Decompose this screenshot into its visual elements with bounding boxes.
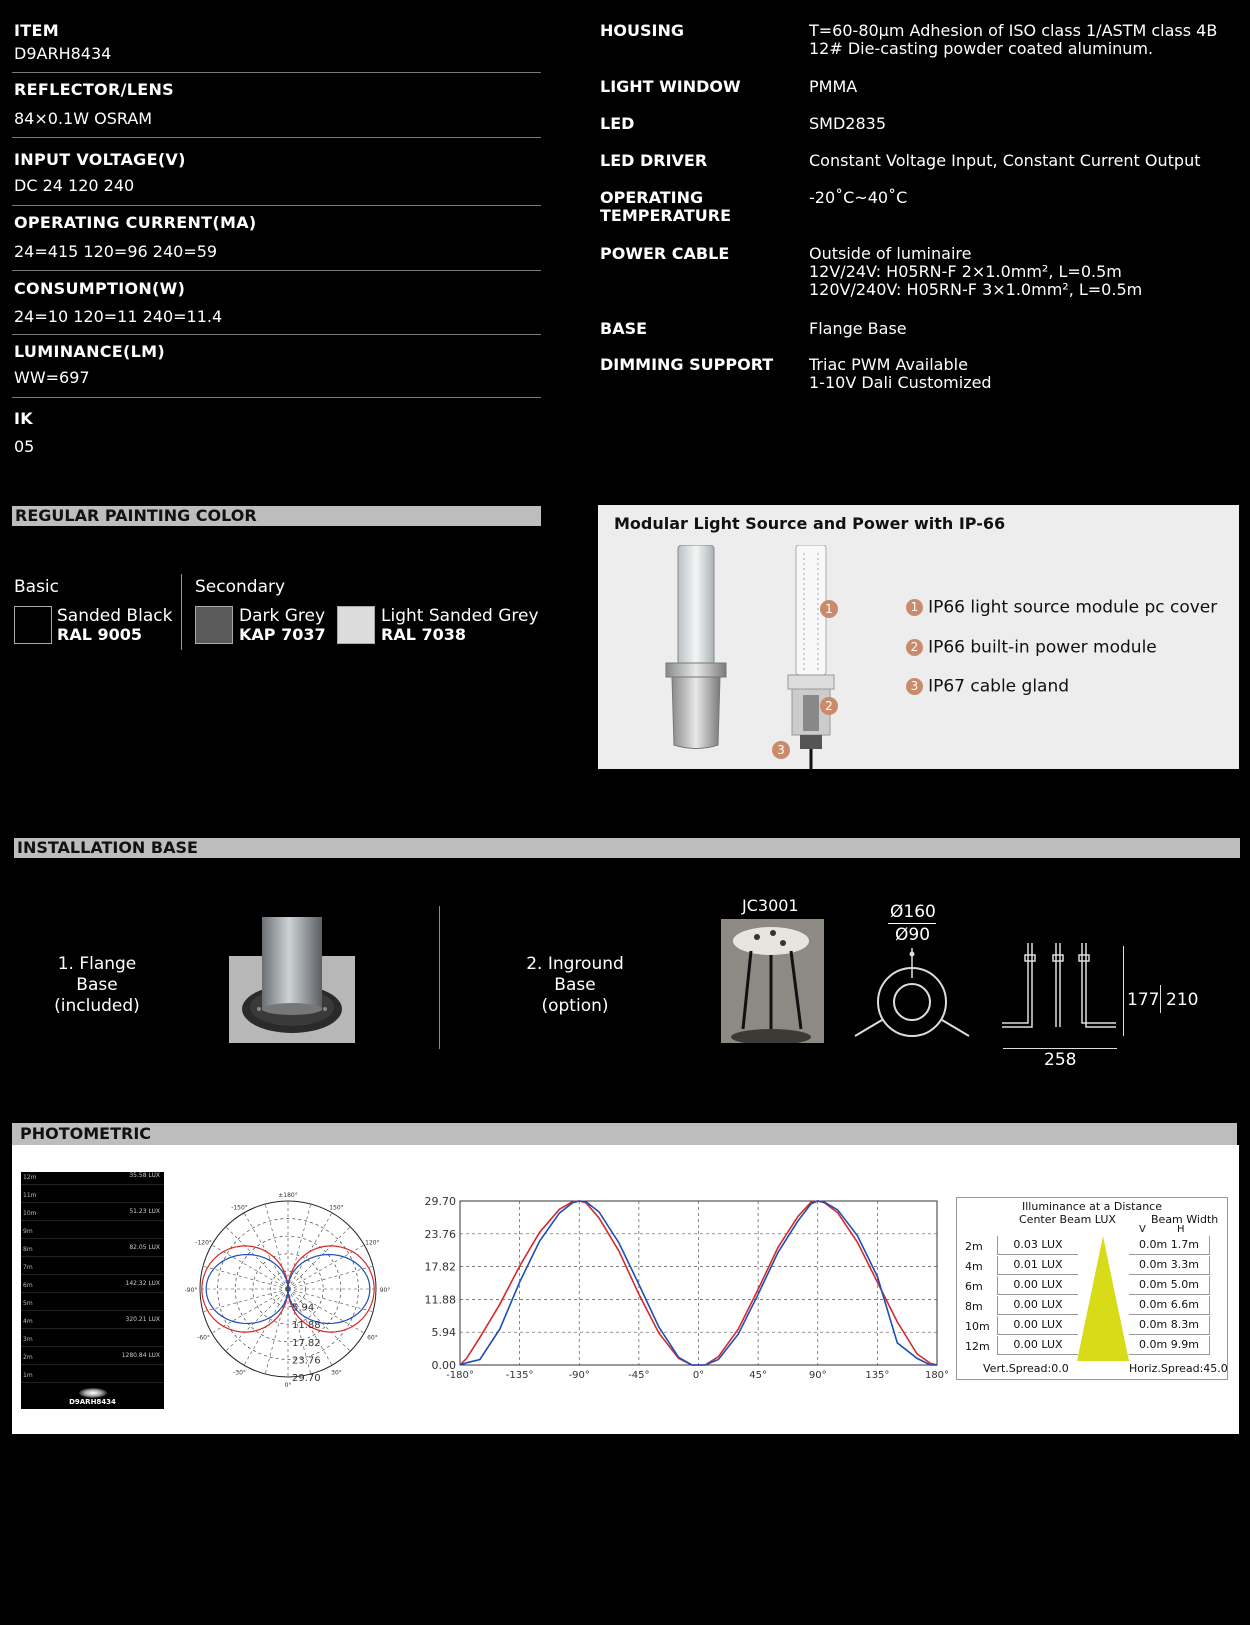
polar-tick-label: 17.82 (292, 1337, 321, 1349)
spec-label-luminance: LUMINANCE(LM) (14, 342, 165, 361)
painting-color-header: REGULAR PAINTING COLOR (12, 506, 541, 526)
spec-value-reflector: 84×0.1W OSRAM (14, 109, 153, 128)
flange-base-label-1: 1. Flange Base (57, 954, 137, 995)
distance-gridline (21, 1292, 164, 1293)
modular-item-text-2: IP66 built-in power module (928, 637, 1157, 658)
modular-item-1 (906, 597, 1217, 618)
spec-label-operating-current: OPERATING CURRENT(MA) (14, 213, 257, 232)
spec-value-dimming-2: 1-10V Dali Customized (809, 373, 992, 392)
illum-beam-width: 0.0m 5.0m (1129, 1276, 1210, 1295)
polar-angle-label: 120° (365, 1239, 380, 1247)
divider (12, 72, 541, 73)
distance-label: 7m (23, 1264, 33, 1271)
width-dimension: 258 (1044, 1050, 1077, 1070)
illum-beam-width: 0.0m 3.3m (1129, 1256, 1210, 1275)
illum-distance: 10m (965, 1320, 990, 1333)
illum-lux: 0.01 LUX (997, 1256, 1078, 1275)
secondary-label: Secondary (195, 577, 286, 597)
marker-3: 3 (772, 741, 790, 759)
spec-label-dimming: DIMMING SUPPORT (600, 355, 774, 374)
beam-width-header: Beam Width (1151, 1213, 1219, 1226)
center-beam-header: Center Beam LUX (1019, 1213, 1116, 1226)
spec-label-consumption: CONSUMPTION(W) (14, 279, 186, 298)
illum-lux: 0.00 LUX (997, 1316, 1078, 1335)
spec-value-luminance: WW=697 (14, 368, 90, 387)
dimension-line (1003, 1048, 1117, 1049)
polar-tick-label: 23.76 (292, 1355, 321, 1367)
distance-label: 10m (23, 1210, 37, 1217)
modular-item-text-3: IP67 cable gland (928, 676, 1070, 697)
y-tick-label: 23.76 (424, 1227, 456, 1241)
polar-angle-label: -60° (197, 1334, 211, 1342)
illum-distance: 6m (965, 1280, 983, 1293)
polar-angle-label: 60° (367, 1334, 378, 1342)
light-spot (79, 1388, 107, 1398)
spec-value-item: D9ARH8434 (14, 44, 112, 63)
x-tick-label: -45° (628, 1370, 650, 1381)
illum-beam-width: 0.0m 6.6m (1129, 1296, 1210, 1315)
illum-distance: 12m (965, 1340, 990, 1353)
photometric-header: PHOTOMETRIC (12, 1123, 1237, 1145)
swatch-name-dark-grey: Dark Grey (239, 606, 326, 626)
spec-label-led: LED (600, 114, 635, 133)
polar-angle-label: -90° (184, 1287, 198, 1294)
polar-angle-label: ±180° (278, 1192, 298, 1199)
swatch-code-light-sanded-grey: RAL 7038 (381, 625, 466, 644)
distance-label: 9m (23, 1228, 33, 1235)
spec-label-reflector: REFLECTOR/LENS (14, 80, 174, 99)
distance-gridline (21, 1256, 164, 1257)
marker-1: 1 (820, 600, 838, 618)
polar-tick-label: 11.88 (292, 1320, 321, 1332)
polar-diagram (178, 1185, 398, 1393)
modular-title: Modular Light Source and Power with IP-66 (614, 514, 1006, 533)
swatch-light-sanded-grey (337, 606, 375, 644)
inground-base-photo (721, 919, 824, 1043)
distance-label: 6m (23, 1282, 33, 1289)
swatch-code-sanded-black: RAL 9005 (57, 625, 142, 644)
distance-lux-label: 142.32 LUX (125, 1280, 160, 1287)
y-tick-label: 0.00 (431, 1359, 456, 1372)
spec-label-ik: IK (14, 409, 33, 428)
illum-beam-width: 0.0m 9.9m (1129, 1336, 1210, 1355)
x-tick-label: 180° (924, 1370, 950, 1381)
polar-angle-label: 150° (329, 1204, 344, 1212)
distance-label: 12m (23, 1174, 37, 1181)
divider (1160, 985, 1161, 1013)
diameter-inner: Ø90 (895, 925, 931, 945)
swatch-name-sanded-black: Sanded Black (57, 606, 173, 626)
distance-lux-label: 51.23 LUX (129, 1208, 160, 1215)
y-tick-label: 17.82 (424, 1260, 456, 1274)
flange-base-label-2: (included) (54, 996, 140, 1016)
distance-gridline (21, 1274, 164, 1275)
illum-distance: 8m (965, 1300, 983, 1313)
x-tick-label: 135° (865, 1370, 890, 1381)
dimension-line (1123, 946, 1124, 1036)
spec-value-led-driver: Constant Voltage Input, Constant Current Output (809, 151, 1201, 170)
beam-cone (1077, 1236, 1129, 1361)
illum-lux: 0.00 LUX (997, 1336, 1078, 1355)
horiz-spread: Horiz.Spread:45.0 (1129, 1362, 1228, 1375)
spec-label-temperature: TEMPERATURE (600, 206, 732, 225)
x-tick-label: 90° (808, 1370, 827, 1381)
vert-spread: Vert.Spread:0.0 (983, 1362, 1069, 1375)
swatch-sanded-black (14, 606, 52, 644)
polar-angle-label: 90° (379, 1287, 391, 1294)
spec-value-power-cable: Outside of luminaire (809, 244, 972, 263)
diameter-outer: Ø160 (890, 902, 936, 922)
spec-value-ik: 05 (14, 437, 35, 456)
inground-base-label-2: (option) (541, 996, 609, 1016)
beam-v-header: V (1139, 1224, 1146, 1235)
marker-2: 2 (820, 697, 838, 715)
swatch-name-light-sanded-grey: Light Sanded Grey (381, 606, 539, 626)
distance-label: 4m (23, 1318, 33, 1325)
distance-lux-label: 35.58 LUX (129, 1172, 160, 1179)
spec-value-base: Flange Base (809, 319, 907, 338)
spec-label-power-cable: POWER CABLE (600, 244, 730, 263)
inground-base-label-1: 2. Inground Base (526, 954, 624, 995)
spec-label-item: ITEM (14, 21, 59, 40)
inground-top-view-drawing (850, 948, 975, 1048)
illum-beam-width: 0.0m 1.7m (1129, 1236, 1210, 1255)
inground-model: JC3001 (742, 896, 799, 915)
polar-tick-label: 29.70 (292, 1373, 321, 1384)
swatch-dark-grey (195, 606, 233, 644)
inground-base-label (505, 954, 645, 1017)
illuminance-title: Illuminance at a Distance (1022, 1200, 1162, 1213)
divider (12, 334, 541, 335)
spec-label-light-window: LIGHT WINDOW (600, 77, 741, 96)
polar-angle-label: -150° (231, 1204, 248, 1212)
divider (12, 137, 541, 138)
height-1: 177 (1127, 990, 1160, 1010)
bullet-1: 1 (906, 599, 923, 616)
spec-label-input-voltage: INPUT VOLTAGE(V) (14, 150, 186, 169)
modular-panel (598, 505, 1239, 769)
spec-label-led-driver: LED DRIVER (600, 151, 708, 170)
basic-label: Basic (14, 577, 60, 597)
distance-lux-label: 320.21 LUX (125, 1316, 160, 1323)
spec-label-base: BASE (600, 319, 648, 338)
spec-value-light-window: PMMA (809, 77, 858, 96)
polar-angle-label: -120° (195, 1239, 212, 1247)
distance-lux-label: 1280.84 LUX (121, 1352, 160, 1359)
distance-gridline (21, 1184, 164, 1185)
spec-value-power-cable-3: 120V/240V: H05RN-F 3×1.0mm², L=0.5m (809, 280, 1143, 299)
polar-angle-label: 30° (331, 1369, 342, 1377)
divider (12, 397, 541, 398)
y-tick-label: 5.94 (431, 1326, 456, 1340)
distance-lux-label: 82.05 LUX (129, 1244, 160, 1251)
flange-base-image (229, 917, 355, 1043)
swatch-code-dark-grey: KAP 7037 (239, 625, 326, 644)
divider (12, 270, 541, 271)
x-tick-label: -90° (568, 1370, 590, 1381)
distance-gridline (21, 1328, 164, 1329)
spec-value-power-cable-2: 12V/24V: H05RN-F 2×1.0mm², L=0.5m (809, 262, 1122, 281)
distance-gridline (21, 1364, 164, 1365)
distribution-model-label: D9ARH8434 (69, 1398, 116, 1406)
distance-label: 2m (23, 1354, 33, 1361)
illum-distance: 2m (965, 1240, 983, 1253)
distance-gridline (21, 1346, 164, 1347)
polar-angle-label: 0° (284, 1382, 292, 1389)
spec-label-housing: HOUSING (600, 21, 684, 40)
divider (12, 205, 541, 206)
distance-gridline (21, 1202, 164, 1203)
flange-base-label (37, 954, 157, 1017)
distance-label: 5m (23, 1300, 33, 1307)
light-distribution-image (21, 1172, 164, 1409)
polar-angle-label: -30° (233, 1369, 246, 1377)
modular-item-text-1: IP66 light source module pc cover (928, 597, 1218, 618)
y-tick-label: 29.70 (424, 1196, 456, 1208)
spec-value-consumption: 24=10 120=11 240=11.4 (14, 307, 223, 326)
bullet-3: 3 (906, 678, 923, 695)
spec-label-operating: OPERATING (600, 188, 704, 207)
divider (439, 906, 440, 1049)
distance-gridline (21, 1310, 164, 1311)
polar-tick-label: 5.94 (292, 1302, 315, 1314)
x-tick-label: -135° (505, 1370, 534, 1381)
x-tick-label: 0° (692, 1370, 705, 1381)
distance-gridline (21, 1238, 164, 1239)
spec-value-housing: T=60-80μm Adhesion of ISO class 1/ASTM class 4B (809, 21, 1218, 40)
distance-label: 8m (23, 1246, 33, 1253)
illuminance-table (956, 1197, 1228, 1380)
illum-beam-width: 0.0m 8.3m (1129, 1316, 1210, 1335)
modular-product-image (638, 545, 858, 770)
spec-value-led: SMD2835 (809, 114, 886, 133)
height-2: 210 (1166, 990, 1199, 1010)
beam-h-header: H (1177, 1224, 1185, 1235)
installation-base-header: INSTALLATION BASE (14, 838, 1240, 858)
modular-item-2 (906, 637, 1157, 658)
divider (888, 923, 936, 924)
intensity-line-chart (400, 1196, 952, 1392)
distance-label: 11m (23, 1192, 37, 1199)
distance-gridline (21, 1382, 164, 1383)
modular-item-3 (906, 676, 1069, 697)
inground-side-view-drawing (998, 943, 1123, 1043)
spec-value-temperature: -20˚C~40˚C (809, 188, 908, 207)
illum-lux: 0.03 LUX (997, 1236, 1078, 1255)
distance-label: 1m (23, 1372, 33, 1379)
illum-lux: 0.00 LUX (997, 1296, 1078, 1315)
spec-value-input-voltage: DC 24 120 240 (14, 176, 135, 195)
illum-lux: 0.00 LUX (997, 1276, 1078, 1295)
spec-value-operating-current: 24=415 120=96 240=59 (14, 242, 218, 261)
illum-distance: 4m (965, 1260, 983, 1273)
divider (181, 574, 182, 650)
x-tick-label: 45° (749, 1370, 767, 1381)
spec-value-housing-2: 12# Die-casting powder coated aluminum. (809, 39, 1154, 58)
distance-gridline (21, 1220, 164, 1221)
spec-value-dimming: Triac PWM Available (809, 355, 968, 374)
x-tick-label: -180° (446, 1370, 474, 1381)
y-tick-label: 11.88 (424, 1293, 456, 1307)
distance-label: 3m (23, 1336, 33, 1343)
bullet-2: 2 (906, 639, 923, 656)
